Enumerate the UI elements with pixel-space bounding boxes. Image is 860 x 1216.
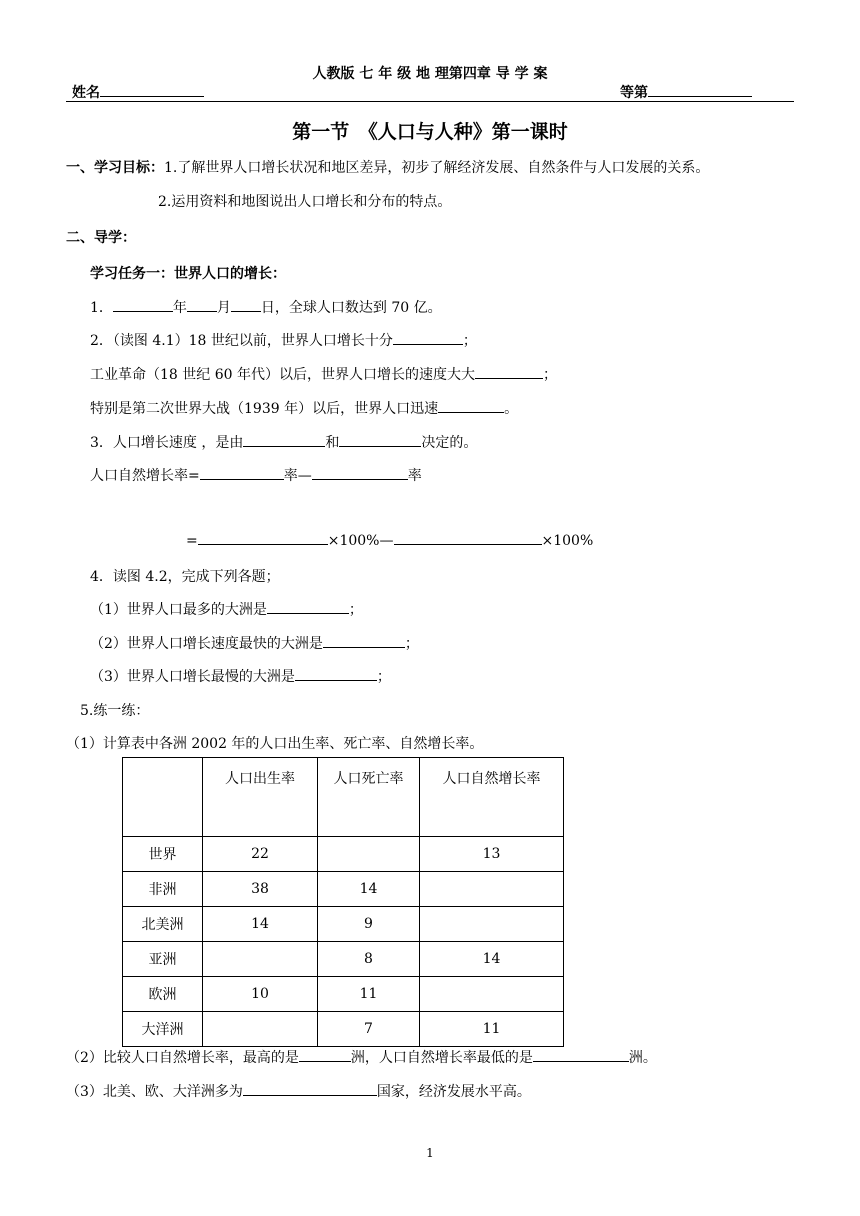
q3-formula-blank-2[interactable] [394, 530, 542, 545]
q3-formula-blank-1[interactable] [198, 530, 328, 545]
table-cell: 8 [318, 942, 420, 977]
objective-1: 1.了解世界人口增长状况和地区差异，初步了解经济发展、自然条件与人口发展的关系。 [164, 160, 710, 176]
question-1: 1． 年 月 日，全球人口数达到 70 亿。 [90, 297, 442, 317]
table-row [123, 872, 564, 907]
question-2b: 工业革命（18 世纪 60 年代）以后，世界人口增长的速度大大 ； [90, 364, 557, 384]
table-header-cell: 人口死亡率 [318, 758, 420, 837]
table-row [123, 1012, 564, 1047]
table-cell: 11 [420, 1012, 564, 1047]
q5-2-highest-blank[interactable] [299, 1047, 351, 1062]
table-cell: 欧洲 [123, 977, 203, 1012]
table-cell: 亚洲 [123, 942, 203, 977]
question-3b: 人口自然增长率= 率— 率 [90, 465, 422, 485]
q3-birth-blank[interactable] [200, 465, 284, 480]
question-4-3: （3）世界人口增长最慢的大洲是 ； [90, 666, 391, 686]
table-cell: 9 [318, 907, 420, 942]
year-blank[interactable] [113, 297, 173, 312]
q2c-blank[interactable] [438, 398, 504, 413]
table-header-row [123, 758, 564, 837]
q3-blank-2[interactable] [339, 432, 421, 447]
table-cell: 10 [203, 977, 318, 1012]
q2b-blank[interactable] [475, 364, 543, 379]
q5-3-blank[interactable] [243, 1081, 377, 1096]
day-blank[interactable] [231, 297, 261, 312]
guide-label: 二、导学： [66, 230, 136, 246]
population-rates-table [122, 757, 564, 1047]
month-blank[interactable] [187, 297, 217, 312]
table-cell: 14 [318, 872, 420, 907]
question-3c: = ×100%— ×100% [186, 530, 593, 549]
table-cell: 38 [203, 872, 318, 907]
table-cell[interactable] [318, 837, 420, 872]
grade-blank[interactable] [648, 82, 752, 97]
table-cell: 大洋洲 [123, 1012, 203, 1047]
q3-blank-1[interactable] [243, 432, 325, 447]
grade-field [620, 82, 752, 102]
q4-1-blank[interactable] [267, 599, 349, 614]
q4-3-blank[interactable] [295, 666, 377, 681]
table-cell[interactable] [420, 872, 564, 907]
table-cell: 11 [318, 977, 420, 1012]
table-cell: 13 [420, 837, 564, 872]
name-label: 姓名 [72, 85, 100, 101]
question-5-intro: 5.练一练： [80, 703, 150, 719]
table-cell: 14 [420, 942, 564, 977]
objectives-label: 一、学习目标： [66, 160, 164, 176]
question-2c: 特别是第二次世界大战（1939 年）以后，世界人口迅速 。 [90, 398, 518, 418]
table-cell: 世界 [123, 837, 203, 872]
question-2a: 2．（读图 4.1）18 世纪以前，世界人口增长十分 ； [90, 330, 477, 350]
table-cell: 7 [318, 1012, 420, 1047]
table-row [123, 907, 564, 942]
table-cell[interactable] [203, 942, 318, 977]
header-rule [66, 101, 794, 102]
question-4-2: （2）世界人口增长速度最快的大洲是 ； [90, 633, 419, 653]
q2a-blank[interactable] [393, 330, 463, 345]
table-cell: 14 [203, 907, 318, 942]
table-cell: 北美洲 [123, 907, 203, 942]
task-1-title: 学习任务一：世界人口的增长： [90, 266, 286, 282]
table-header-cell [123, 758, 203, 837]
table-header-cell: 人口自然增长率 [420, 758, 564, 837]
lesson-title: 第一节 《人口与人种》第一课时 [292, 121, 568, 143]
q4-2-blank[interactable] [323, 633, 405, 648]
table-row [123, 837, 564, 872]
question-5-2: （2）比较人口自然增长率，最高的是 洲，人口自然增长率最低的是 洲。 [66, 1047, 657, 1067]
table-row [123, 977, 564, 1012]
table-cell: 非洲 [123, 872, 203, 907]
table-cell[interactable] [203, 1012, 318, 1047]
question-5-1: （1）计算表中各洲 2002 年的人口出生率、死亡率、自然增长率。 [66, 736, 484, 752]
name-blank[interactable] [100, 82, 204, 97]
question-5-3: （3）北美、欧、大洋洲多为 国家，经济发展水平高。 [66, 1081, 531, 1101]
table-cell: 22 [203, 837, 318, 872]
table-cell[interactable] [420, 907, 564, 942]
table-cell[interactable] [420, 977, 564, 1012]
objective-2: 2.运用资料和地图说出人口增长和分布的特点。 [158, 194, 452, 210]
q5-2-lowest-blank[interactable] [533, 1047, 629, 1062]
table-row [123, 942, 564, 977]
question-4-intro: 4．读图 4.2，完成下列各题； [90, 569, 280, 585]
grade-label: 等第 [620, 85, 648, 101]
question-3a: 3．人口增长速度 ，是由 和 决定的。 [90, 432, 477, 452]
header-title: 人教版 七 年 级 地 理第四章 导 学 案 [312, 66, 548, 82]
objectives-line-1 [66, 157, 709, 177]
page-number: 1 [426, 1146, 434, 1160]
question-4-1: （1）世界人口最多的大洲是 ； [90, 599, 363, 619]
name-field [72, 82, 204, 102]
table-header-cell: 人口出生率 [203, 758, 318, 837]
q3-death-blank[interactable] [312, 465, 408, 480]
